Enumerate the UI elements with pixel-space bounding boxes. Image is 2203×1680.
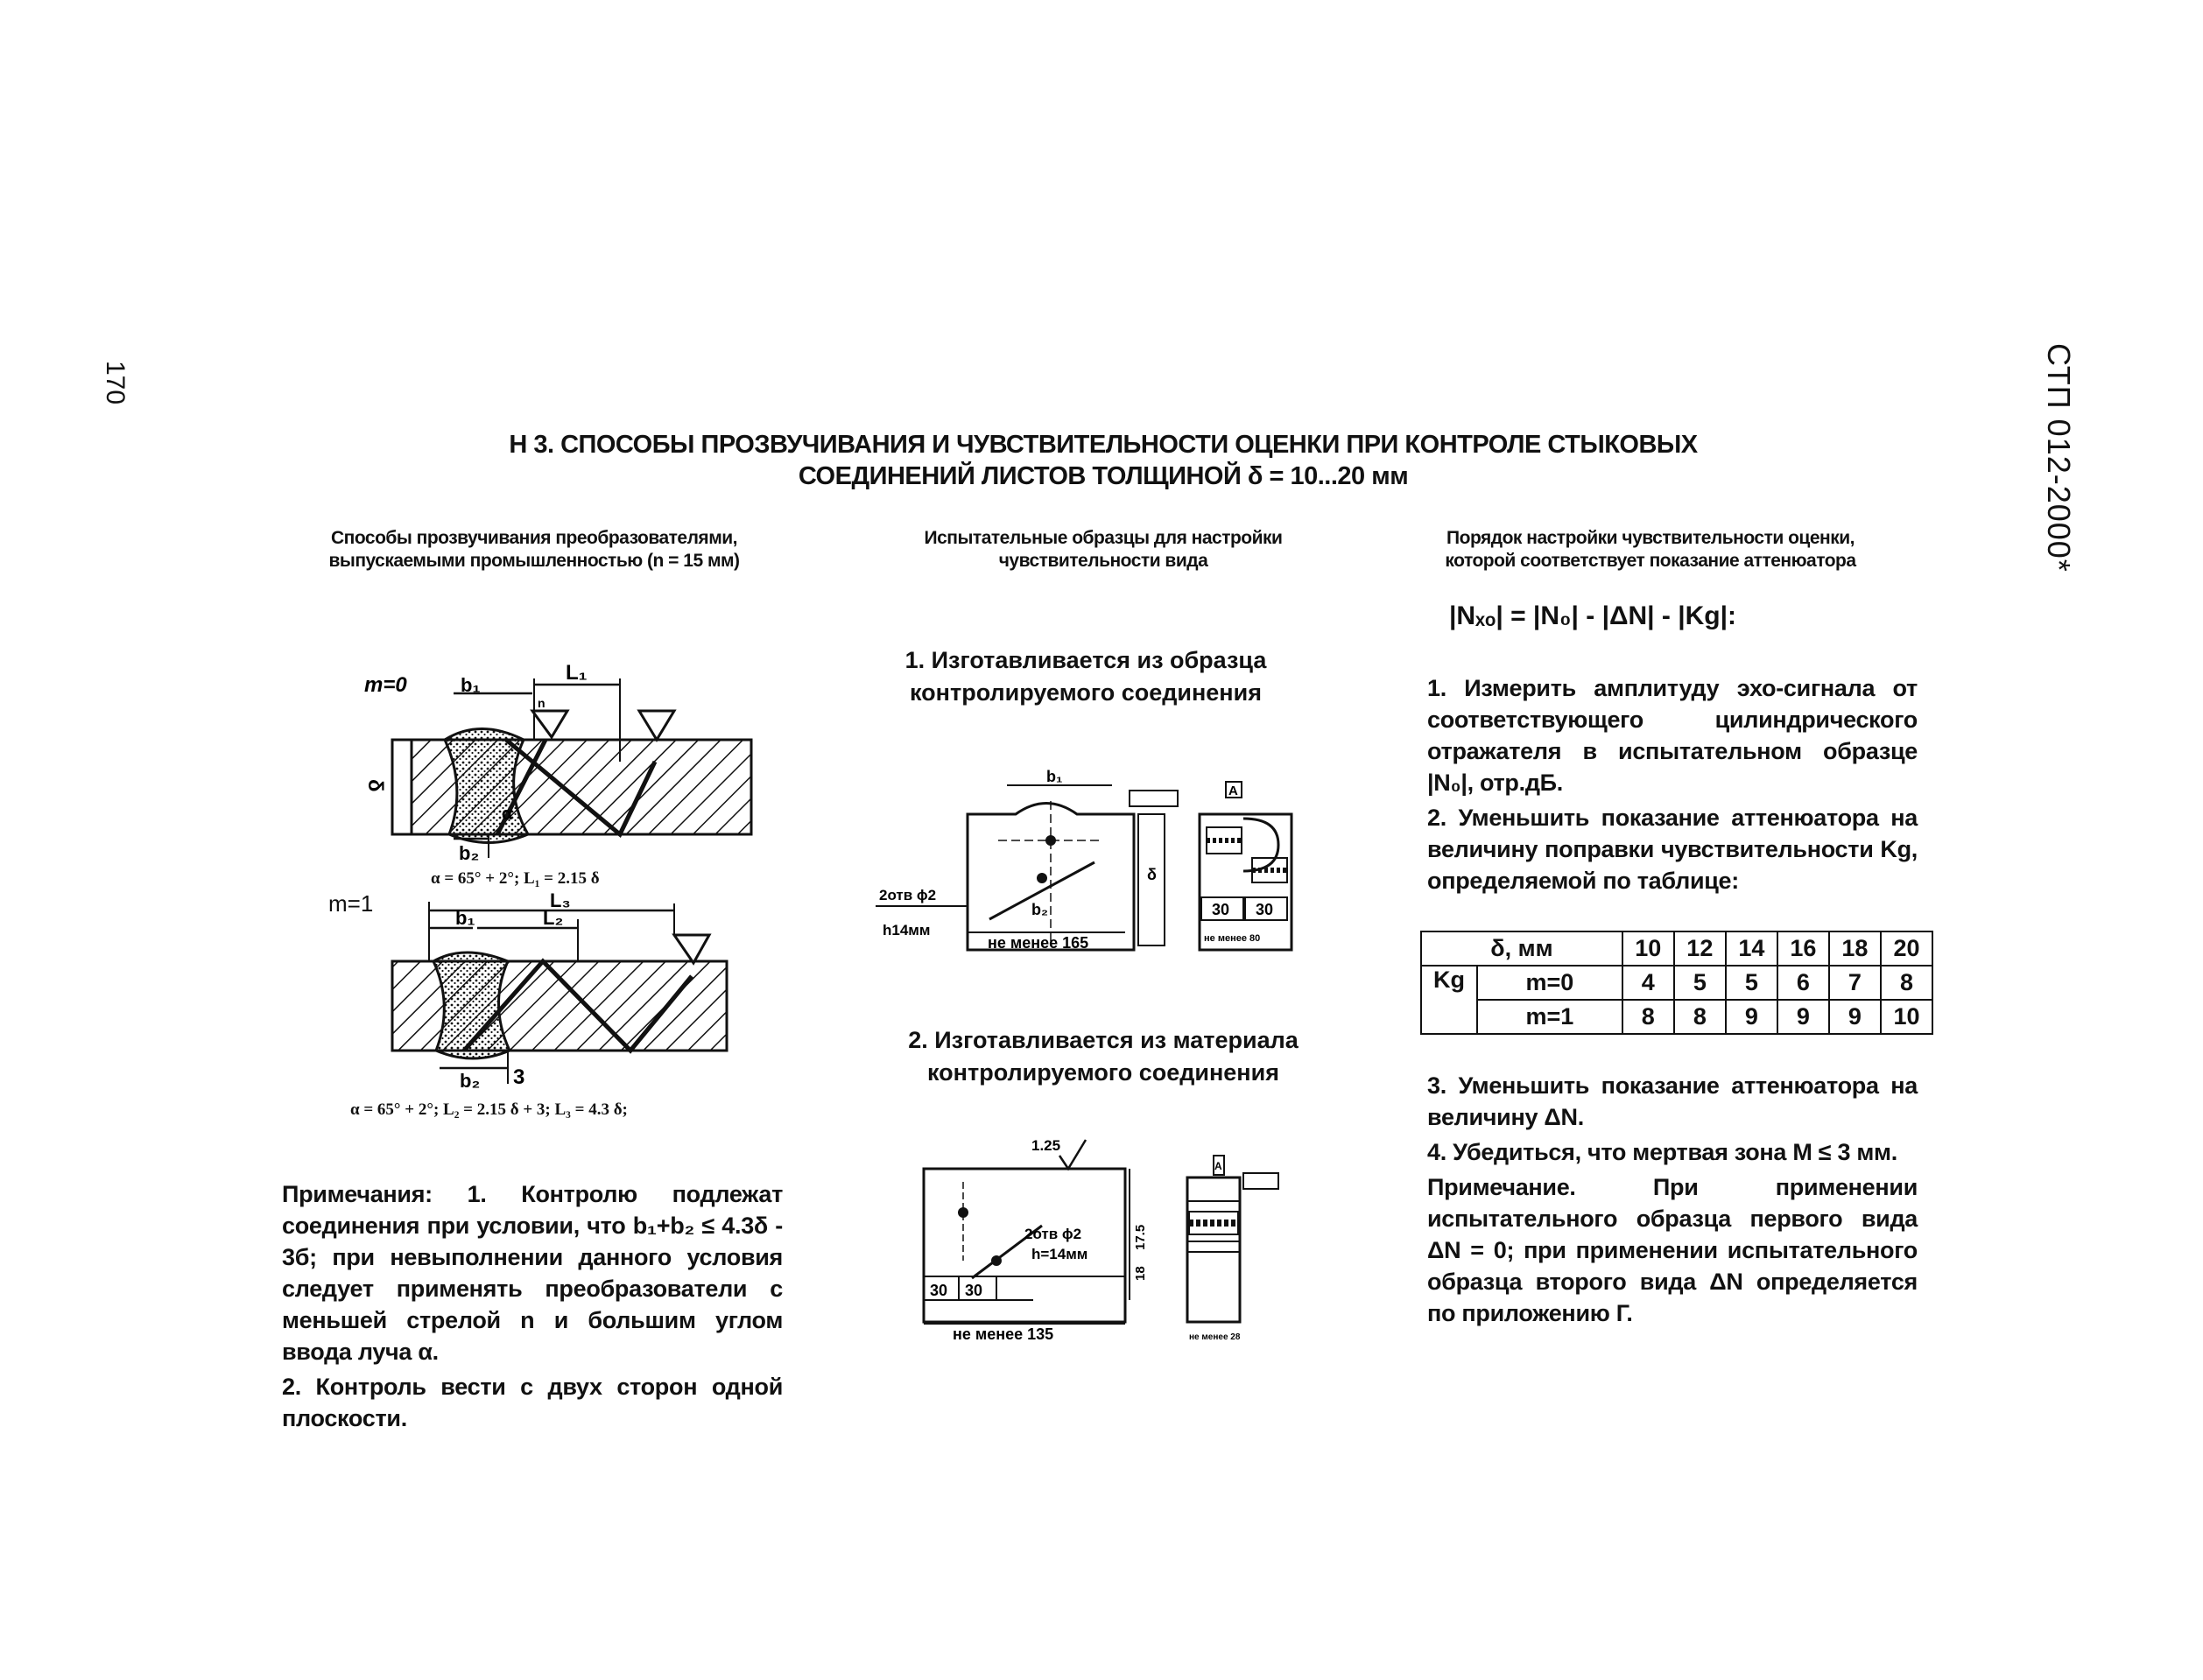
col3-note: Примечание. При применении испытательного образца первого вида ΔN = 0; при применении испытательного образца второго вида ΔN определяется по приложению Г. bbox=[1427, 1174, 1918, 1326]
label-3: 3 bbox=[513, 1065, 525, 1089]
note-1: Примечания: 1. Контролю подлежат соединения при условии, что b₁+b₂ ≤ 4.3δ - 3б; при невыполнении данного условия следует применять преобразователи с меньшей стрелой n и большим углом ввода луча α. bbox=[282, 1181, 783, 1365]
step-1: 1. Измерить амплитуду эхо-сигнала от соответствующего цилиндрического отражателя в испытательном образце |N₀|, отр.дБ. bbox=[1427, 675, 1918, 796]
s1-delta: δ bbox=[1147, 866, 1157, 883]
s1-holes: 2отв ϕ2 bbox=[879, 887, 937, 903]
document-code: СТП 012-2000* bbox=[2041, 343, 2077, 573]
sample-item-2: 2. Изготавливается из материала контролируемого соединения bbox=[908, 1027, 1299, 1086]
scan-diagram-m0 bbox=[357, 657, 769, 884]
label-b2: b₂ bbox=[459, 842, 480, 864]
step-2: 2. Уменьшить показание аттенюатора на величину поправки чувствительности Kg, определяемой по таблице: bbox=[1427, 805, 1918, 894]
s1-b1: b₁ bbox=[1046, 768, 1063, 785]
kg-delta: 12 bbox=[1674, 931, 1726, 966]
label-L3: L₃ bbox=[550, 893, 571, 911]
col3-steps-a bbox=[1427, 672, 1918, 896]
col3-header: Порядок настройки чувствительности оценки, которой соответствует показание аттенюатора bbox=[1445, 528, 1856, 571]
s2-min135: не менее 135 bbox=[953, 1325, 1054, 1343]
kg-cell: 5 bbox=[1674, 966, 1726, 1000]
kg-delta: 16 bbox=[1777, 931, 1829, 966]
s2-125: 1.25 bbox=[1031, 1137, 1061, 1154]
section-title bbox=[377, 429, 1830, 492]
kg-table-header bbox=[1421, 931, 1932, 966]
kg-cell: 9 bbox=[1829, 1000, 1881, 1034]
s1-A: A bbox=[1228, 784, 1238, 798]
s2-A: A bbox=[1214, 1160, 1222, 1172]
kg-delta: 20 bbox=[1881, 931, 1932, 966]
kg-cell: 5 bbox=[1726, 966, 1777, 1000]
label-m0: m=0 bbox=[364, 673, 407, 697]
title-line-2: СОЕДИНЕНИЙ ЛИСТОВ ТОЛЩИНОЙ δ = 10...20 мм bbox=[798, 462, 1409, 490]
formula-m0: α = 65° + 2°; L₁ = 2.15 δ bbox=[431, 869, 600, 888]
label-alpha: α bbox=[502, 805, 513, 824]
s1-30a: 30 bbox=[1212, 901, 1230, 918]
plate bbox=[392, 740, 751, 834]
formula-m1: α = 65° + 2°; L₂ = 2.15 δ + 3; L₃ = 4.3 δ; bbox=[350, 1100, 628, 1119]
attenuator-formula: |Nₓₒ| = |N₀| - |ΔN| - |Kg|: bbox=[1449, 601, 1737, 630]
sample1-drawing bbox=[876, 766, 1313, 963]
kg-cell: 10 bbox=[1881, 1000, 1932, 1034]
kg-cell: 8 bbox=[1881, 966, 1932, 1000]
s1-min165: не менее 165 bbox=[988, 934, 1089, 952]
step-4: 4. Убедиться, что мертвая зона M ≤ 3 мм. bbox=[1427, 1139, 1897, 1165]
kg-table bbox=[1420, 931, 1933, 1035]
label-b2-m1: b₂ bbox=[460, 1070, 481, 1092]
probe-1 bbox=[532, 711, 567, 737]
kg-row-m1 bbox=[1421, 1000, 1932, 1034]
kg-delta: 18 bbox=[1829, 931, 1881, 966]
label-delta: δ bbox=[363, 779, 387, 792]
kg-mode: m=0 bbox=[1477, 966, 1622, 1000]
s2-175: 17.5 bbox=[1133, 1224, 1148, 1250]
kg-delta: 10 bbox=[1622, 931, 1674, 966]
s2-18: 18 bbox=[1133, 1266, 1148, 1281]
label-L1: L₁ bbox=[566, 661, 588, 685]
s1-b2: b₂ bbox=[1031, 901, 1048, 918]
kg-cell: 6 bbox=[1777, 966, 1829, 1000]
title-line-1: Н 3. СПОСОБЫ ПРОЗВУЧИВАНИЯ И ЧУВСТВИТЕЛЬНОСТИ ОЦЕНКИ ПРИ КОНТРОЛЕ СТЫКОВЫХ bbox=[509, 431, 1698, 459]
plate-edge bbox=[392, 740, 412, 834]
kg-mode: m=1 bbox=[1477, 1000, 1622, 1034]
label-n: n bbox=[538, 696, 545, 710]
label-m1: m=1 bbox=[328, 890, 374, 917]
kg-cell: 9 bbox=[1777, 1000, 1829, 1034]
sample-item-1: 1. Изготавливается из образца контролируемого соединения bbox=[904, 647, 1267, 706]
kg-cell: 8 bbox=[1674, 1000, 1726, 1034]
kg-cell: 9 bbox=[1726, 1000, 1777, 1034]
s2-30b: 30 bbox=[965, 1282, 983, 1299]
kg-label: Kg bbox=[1421, 966, 1477, 1034]
s1-h: h14мм bbox=[883, 922, 931, 938]
step-3: 3. Уменьшить показание аттенюатора на величину ΔN. bbox=[1427, 1072, 1918, 1130]
s2-min28: не менее 28 bbox=[1189, 1332, 1241, 1342]
s2-h: h=14мм bbox=[1031, 1246, 1088, 1262]
scan-diagram-m1 bbox=[377, 893, 744, 1094]
s2-holes: 2отв ϕ2 bbox=[1024, 1226, 1082, 1242]
col1-header: Способы прозвучивания преобразователями, выпускаемыми промышленностью (n = 15 мм) bbox=[328, 528, 740, 571]
col2-header: Испытательные образцы для настройки чувствительности вида bbox=[924, 528, 1283, 571]
note-2: 2. Контроль вести с двух сторон одной плоскости. bbox=[282, 1374, 783, 1431]
page-number: 170 bbox=[101, 361, 130, 405]
s1-30b: 30 bbox=[1256, 901, 1274, 918]
kg-delta: 14 bbox=[1726, 931, 1777, 966]
s2-30a: 30 bbox=[930, 1282, 948, 1299]
col1-notes bbox=[282, 1178, 783, 1434]
kg-cell: 8 bbox=[1622, 1000, 1674, 1034]
probe-2 bbox=[639, 711, 674, 740]
kg-header-delta: δ, мм bbox=[1421, 931, 1622, 966]
label-L2: L₂ bbox=[543, 907, 564, 929]
sample2-drawing bbox=[911, 1129, 1296, 1353]
kg-cell: 7 bbox=[1829, 966, 1881, 1000]
kg-cell: 4 bbox=[1622, 966, 1674, 1000]
label-b1-m1: b₁ bbox=[455, 907, 475, 929]
label-b1: b₁ bbox=[461, 674, 481, 696]
s1-min80: не менее 80 bbox=[1204, 933, 1261, 944]
col3-steps-b bbox=[1427, 1070, 1918, 1329]
kg-row-m0 bbox=[1421, 966, 1932, 1000]
